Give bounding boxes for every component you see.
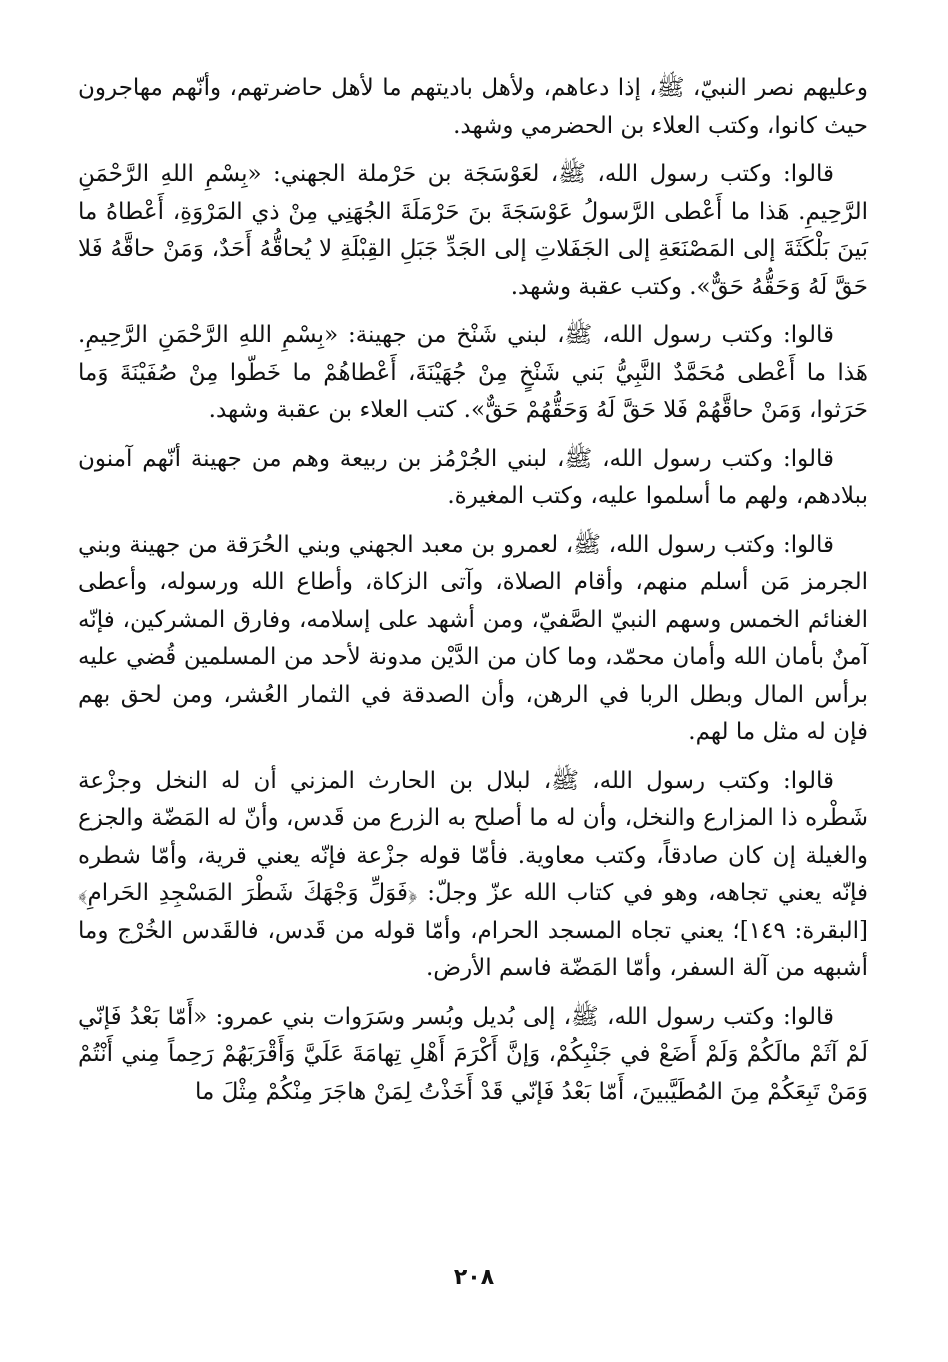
paragraph-awsaja-letter: قالوا: وكتب رسول الله، ﷺ، لعَوْسَجَة بن حَرْملة الجهني: «بِسْمِ اللهِ الرَّحْمَنِ الرَّحِيمِ. هَذا ما أَعْطى الرَّسولُ عَوْسَجَةَ بنَ حَرْمَلَةَ الجُهَنِي مِنْ ذي المَرْوَةِ، أَعْطاهُ ما بَينَ بَلْكَثَةَ إلى المَصْنَعَةِ إلى الجَفَلاتِ إلى الجَدِّ جَبَلِ القِبْلَةِ لا يُحاقُّهُ أَحَدٌ، وَمَنْ حاقَّهُ فَلا حَقَّ لَهُ وَحَقُّهُ حَقٌّ». وكتب عقبة وشهد. [78,161,868,300]
paragraph-continuation: وعليهم نصر النبيّ، ﷺ، إذا دعاهم، ولأهل باديتهم ما لأهل حاضرتهم، وأنّهم مهاجرون حيث كانوا، وكتب العلاء بن الحضرمي وشهد. [78,75,868,139]
paragraph-bilal-ibn-harith-letter: قالوا: وكتب رسول الله، ﷺ، لبلال بن الحارث المزني أن له النخل وجزْعة شَطْره ذا المزارع والنخل، وأن له ما أصلح به الزرع من قَدس، وأنّ له المَضّة والجزع والغيلة إن كان صادقاً، وكتب معاوية. فأمّا قوله جزْعة فإنّه يعني قرية، وأمّا شطره فإنّه يعني تجاهه، وهو في كتاب الله عزّ وجلّ: ﴿فَوَلِّ وَجْهَكَ شَطْرَ المَسْجِدِ الحَرامِ﴾ [البقرة: ١٤٩]؛ يعني تجاه المسجد الحرام، وأمّا قوله من قَدس، فالقَدس الخُرْج وما أشبهه من آلة السفر، وأمّا المَضّة فاسم الأرض. [78,767,868,981]
page-body [78,70,868,1122]
paragraph-budayl-busr-letter: قالوا: وكتب رسول الله، ﷺ، إلى بُديل وبُسر وسَرَوات بني عمرو: «أَمّا بَعْدُ فَإنّي لَمْ آثَمْ مالَكُمْ وَلَمْ أَضَعْ في جَنْبِكُمْ، وَإنَّ أَكْرَمَ أَهْلِ تِهامَةَ عَلَيَّ وَأَقْرَبَهُمْ رَحِماً مِني أَنْتُمْ وَمَنْ تَبِعَكُمْ مِنَ المُطَيَّبينَ، أَمّا بَعْدُ فَإنّي قَدْ أَخَذْتُ لِمَنْ هاجَرَ مِنْكُمْ مِثْلَ ما [78,1003,868,1105]
paragraph-bani-shankh-letter: قالوا: وكتب رسول الله، ﷺ، لبني شَنْخ من جهينة: «بِسْمِ اللهِ الرَّحْمَنِ الرَّحِيمِ. هَذا ما أَعْطى مُحَمَّدٌ النَّبِيُّ بَني شَنْخٍ مِنْ جُهَيْنَةَ، أَعْطاهُمْ ما خَطّوا مِنْ صُفَيْنَةَ وَما حَرَثوا، وَمَنْ حاقَّهُمْ فَلا حَقَّ لَهُ وَحَقُّهُمْ حَقٌّ». كتب العلاء بن عقبة وشهد. [78,322,868,423]
paragraph-amr-ibn-mabad-letter: قالوا: وكتب رسول الله، ﷺ، لعمرو بن معبد الجهني وبني الحُرَقة من جهينة وبني الجرمز مَن أسلم منهم، وأقام الصلاة، وآتى الزكاة، وأطاع الله ورسوله، وأعطى الغنائم الخمس وسهم النبيّ الصَّفيّ، ومن أشهد على إسلامه، وفارق المشركين، فإنّه آمنٌ بأمان الله وأمان محمّد، وما كان من الدَّيْن مدونة لأحد من المسلمين قُضي عليه برأس المال وبطل الربا في الرهن، وأن الصدقة في الثمار العُشر، ومن لحق بهم فإن له مثل ما لهم. [78,531,868,745]
page-number: ٢٠٨ [453,1265,495,1290]
paragraph-bani-jurmuz-letter: قالوا: وكتب رسول الله، ﷺ، لبني الجُرْمُز بن ربيعة وهم من جهينة أنّهم آمنون ببلادهم، ولهم ما أسلموا عليه، وكتب المغيرة. [78,445,868,509]
